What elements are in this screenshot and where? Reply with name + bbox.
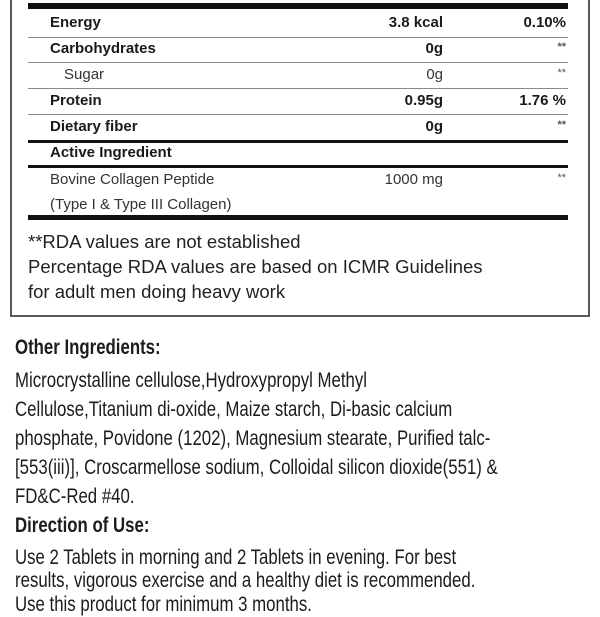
nutrient-rda: ** xyxy=(557,119,566,131)
table-row-dietary-fiber xyxy=(28,115,568,139)
direction-line: Use this product for minimum 3 months. xyxy=(15,593,312,616)
ingredients-line: phosphate, Povidone (1202), Magnesium stearate, Purified talc- xyxy=(15,427,491,450)
direction-line: results, vigorous exercise and a healthy diet is recommended. xyxy=(15,569,476,592)
section-heading: Active Ingredient xyxy=(50,144,172,161)
ingredients-line: [553(iii)], Croscarmellose sodium, Colloidal silicon dioxide(551) & xyxy=(15,456,498,479)
ingredient-rda: ** xyxy=(557,172,566,184)
table-row-energy xyxy=(28,11,568,35)
ingredient-name-continued: (Type I & Type III Collagen) xyxy=(50,196,232,213)
nutrient-name: Dietary fiber xyxy=(50,118,138,135)
rda-note: **RDA values are not established xyxy=(28,231,301,252)
table-row-protein xyxy=(28,89,568,113)
ingredient-value: 1000 mg xyxy=(384,171,443,188)
nutrient-value: 0g xyxy=(425,118,443,135)
other-ingredients-heading: Other Ingredients: xyxy=(15,336,161,359)
nutrient-name: Sugar xyxy=(64,66,105,83)
nutrient-rda: ** xyxy=(557,41,566,53)
ingredients-line: Cellulose,Titanium di-oxide, Maize starch, Di-basic calcium xyxy=(15,398,453,421)
nutrient-name: Energy xyxy=(50,14,101,31)
nutrient-rda: ** xyxy=(557,67,566,79)
table-bottom-rule xyxy=(28,215,568,220)
nutrient-value: 0g xyxy=(426,66,443,83)
rda-note: for adult men doing heavy work xyxy=(28,281,286,302)
ingredients-line: Microcrystalline cellulose,Hydroxypropyl Methyl xyxy=(15,369,367,392)
nutrient-rda: 0.10% xyxy=(523,14,566,31)
ingredient-name: Bovine Collagen Peptide xyxy=(50,171,215,188)
table-row-sugar xyxy=(28,63,568,87)
nutrient-rda: 1.76 % xyxy=(519,92,566,109)
nutrient-name: Protein xyxy=(50,92,102,109)
nutrient-value: 0g xyxy=(425,40,443,57)
active-ingredient-heading xyxy=(28,141,568,165)
table-row-active-ingredient xyxy=(28,168,568,192)
nutrient-name: Carbohydrates xyxy=(50,40,156,57)
ingredients-line: FD&C-Red #40. xyxy=(15,485,135,508)
table-row-carbohydrates xyxy=(28,37,568,61)
table-top-rule xyxy=(28,3,568,9)
nutrient-value: 0.95g xyxy=(404,92,443,109)
direction-line: Use 2 Tablets in morning and 2 Tablets in evening. For best xyxy=(15,546,457,569)
rda-note: Percentage RDA values are based on ICMR Guidelines xyxy=(28,256,483,277)
nutrient-value: 3.8 kcal xyxy=(388,14,443,31)
table-row-active-ingredient-continued xyxy=(28,193,568,217)
direction-of-use-heading: Direction of Use: xyxy=(15,514,150,537)
